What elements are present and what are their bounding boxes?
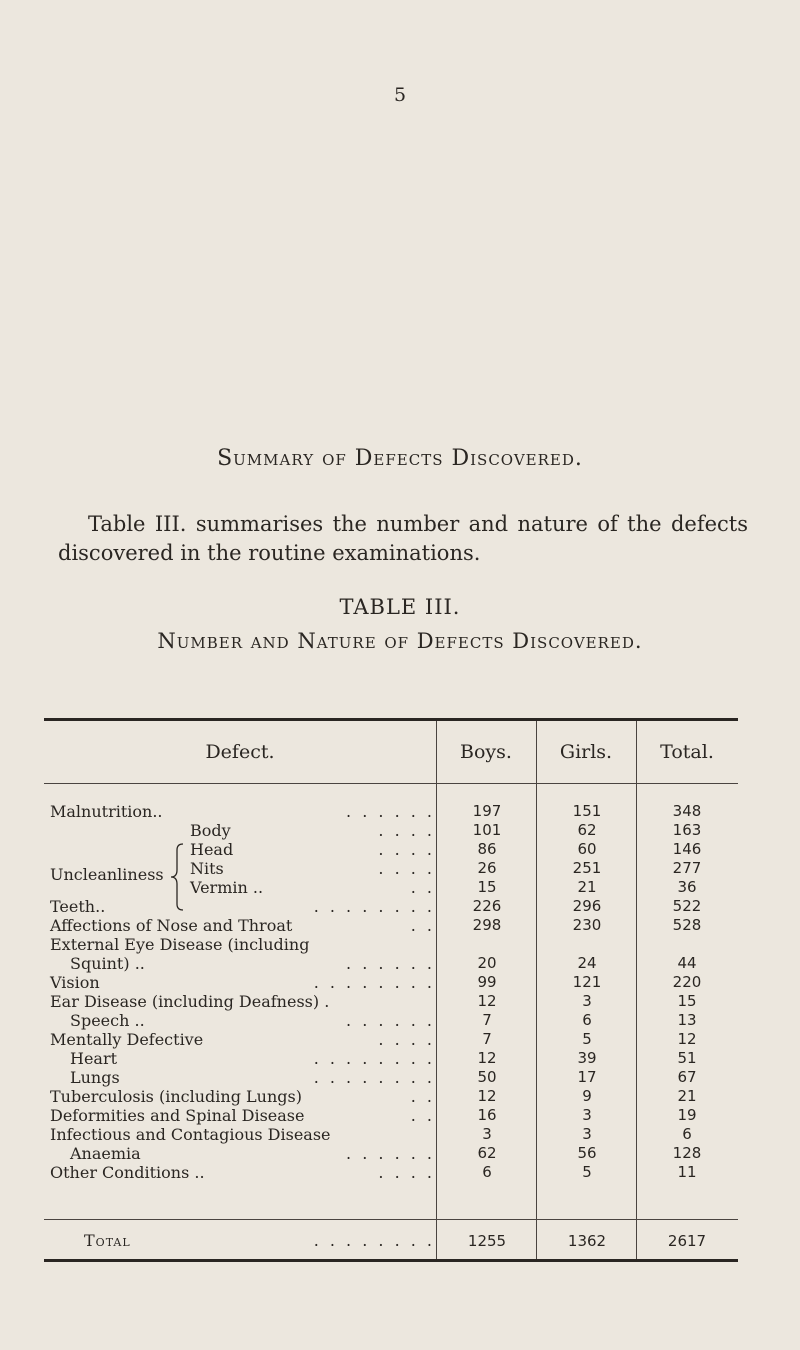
defect-label: Teeth..	[50, 897, 106, 916]
total-value: 11	[677, 1163, 697, 1181]
table-label: TABLE III.	[339, 595, 461, 619]
defects-table	[44, 718, 738, 1262]
leader-dots: . .	[410, 1106, 435, 1125]
defect-label: External Eye Disease (including	[50, 935, 310, 954]
boys-value: 12	[477, 992, 497, 1010]
total-value: 220	[672, 973, 702, 991]
boys-value: 16	[477, 1106, 497, 1124]
table-row	[44, 1144, 738, 1163]
page-number: 5	[393, 84, 407, 106]
defect-label: Vermin ..	[190, 878, 264, 897]
table-row	[44, 840, 738, 859]
leader-dots: . . . .	[378, 1163, 435, 1182]
leader-dots: . . . .	[378, 840, 435, 859]
boys-value: 20	[477, 954, 497, 972]
table-row	[44, 878, 738, 897]
table-row	[44, 1106, 738, 1125]
leader-dots: . . . . . . . .	[313, 973, 435, 992]
boys-value: 101	[472, 821, 502, 839]
defect-label: Anaemia	[70, 1144, 141, 1163]
table-row	[44, 935, 738, 954]
table-row	[44, 954, 738, 973]
boys-value: 6	[482, 1163, 492, 1181]
total-value: 277	[672, 859, 702, 877]
leader-dots: . .	[410, 878, 435, 897]
total-row	[44, 1229, 738, 1253]
boys-value: 197	[472, 802, 502, 820]
girls-value: 56	[577, 1144, 597, 1162]
total-value: 163	[672, 821, 702, 839]
total-value: 12	[677, 1030, 697, 1048]
total-value: 21	[677, 1087, 697, 1105]
leader-dots: . . . . . . . .	[313, 1049, 435, 1068]
boys-value: 86	[477, 840, 497, 858]
grand-total: 2617	[667, 1232, 707, 1250]
header-total: Total.	[660, 741, 714, 763]
girls-value: 121	[572, 973, 602, 991]
boys-value: 7	[482, 1011, 492, 1029]
boys-value: 12	[477, 1087, 497, 1105]
table-row	[44, 1125, 738, 1144]
total-value: 15	[677, 992, 697, 1010]
defect-label: Body	[190, 821, 231, 840]
boys-total: 1255	[467, 1232, 507, 1250]
boys-value: 3	[482, 1125, 492, 1143]
table-row	[44, 1030, 738, 1049]
defect-label: Other Conditions ..	[50, 1163, 205, 1182]
girls-value: 6	[582, 1011, 592, 1029]
total-value: 67	[677, 1068, 697, 1086]
defect-label: Affections of Nose and Throat	[50, 916, 293, 935]
total-value: 19	[677, 1106, 697, 1124]
total-value: 348	[672, 802, 702, 820]
girls-value: 230	[572, 916, 602, 934]
girls-value: 9	[582, 1087, 592, 1105]
girls-total: 1362	[567, 1232, 607, 1250]
girls-value: 39	[577, 1049, 597, 1067]
table-title: Number and Nature of Defects Discovered.	[157, 629, 643, 653]
intro-paragraph: Table III. summarises the number and nature of the defects discovered in the routine examinations.	[58, 512, 748, 565]
total-value: 146	[672, 840, 702, 858]
header-boys: Boys.	[460, 741, 512, 763]
uncleanliness-label: Uncleanliness	[50, 865, 164, 884]
table-row	[44, 916, 738, 935]
total-value: 6	[682, 1125, 692, 1143]
girls-value: 3	[582, 1106, 592, 1124]
total-value: 522	[672, 897, 702, 915]
boys-value: 15	[477, 878, 497, 896]
table-row	[44, 1011, 738, 1030]
defect-label: Tuberculosis (including Lungs)	[50, 1087, 302, 1106]
defect-label: Head	[190, 840, 234, 859]
leader-dots: . . . . . .	[346, 1011, 435, 1030]
total-value: 36	[677, 878, 697, 896]
girls-value: 5	[582, 1030, 592, 1048]
table-row	[44, 1068, 738, 1087]
boys-value: 226	[472, 897, 502, 915]
girls-value: 151	[572, 802, 602, 820]
boys-value: 99	[477, 973, 497, 991]
table-row	[44, 1049, 738, 1068]
total-value: 51	[677, 1049, 697, 1067]
total-rule	[44, 1219, 738, 1220]
total-value: 528	[672, 916, 702, 934]
defect-label: Mentally Defective	[50, 1030, 204, 1049]
header-rule	[44, 783, 738, 784]
girls-value: 24	[577, 954, 597, 972]
defect-label: Nits	[190, 859, 224, 878]
girls-value: 21	[577, 878, 597, 896]
defect-label: Deformities and Spinal Disease	[50, 1106, 305, 1125]
girls-value: 62	[577, 821, 597, 839]
girls-value: 60	[577, 840, 597, 858]
table-row	[44, 1087, 738, 1106]
table-row	[44, 1163, 738, 1182]
leader-dots: . . . .	[378, 1030, 435, 1049]
girls-value: 3	[582, 1125, 592, 1143]
table-row	[44, 973, 738, 992]
defect-label: Heart	[70, 1049, 118, 1068]
defect-label: Speech ..	[70, 1011, 145, 1030]
table-row	[44, 821, 738, 840]
header-girls: Girls.	[559, 741, 613, 763]
table-row	[44, 897, 738, 916]
girls-value: 17	[577, 1068, 597, 1086]
boys-value: 62	[477, 1144, 497, 1162]
table-row	[44, 859, 738, 878]
defect-label: Squint) ..	[70, 954, 145, 973]
girls-value: 251	[572, 859, 602, 877]
leader-dots: . . . . . .	[346, 802, 435, 821]
leader-dots: . . . . . . . .	[313, 897, 435, 916]
defect-label: Vision	[50, 973, 100, 992]
table-row	[44, 992, 738, 1011]
leader-dots: . . . . . .	[346, 954, 435, 973]
defect-label: Ear Disease (including Deafness) .	[50, 992, 330, 1011]
defect-label: Malnutrition..	[50, 802, 163, 821]
total-value: 44	[677, 954, 697, 972]
total-value: 13	[677, 1011, 697, 1029]
leader-dots: . . . .	[378, 859, 435, 878]
boys-value: 26	[477, 859, 497, 877]
girls-value: 5	[582, 1163, 592, 1181]
leader-dots: . .	[410, 1087, 435, 1106]
total-value: 128	[672, 1144, 702, 1162]
leader-dots: . . . .	[378, 821, 435, 840]
boys-value: 7	[482, 1030, 492, 1048]
defect-label: Lungs	[70, 1068, 120, 1087]
boys-value: 12	[477, 1049, 497, 1067]
boys-value: 298	[472, 916, 502, 934]
girls-value: 3	[582, 992, 592, 1010]
table-row	[44, 802, 738, 821]
defect-label: Infectious and Contagious Disease	[50, 1125, 331, 1144]
leader-dots: . .	[410, 916, 435, 935]
boys-value: 50	[477, 1068, 497, 1086]
leader-dots: . . . . . .	[346, 1144, 435, 1163]
section-heading: Summary of Defects Discovered.	[217, 446, 583, 471]
total-label: Total	[84, 1231, 131, 1250]
leader-dots: . . . . . . . .	[313, 1068, 435, 1087]
header-defect: Defect.	[205, 741, 275, 763]
leader-dots: . . . . . . . .	[313, 1231, 435, 1250]
girls-value: 296	[572, 897, 602, 915]
